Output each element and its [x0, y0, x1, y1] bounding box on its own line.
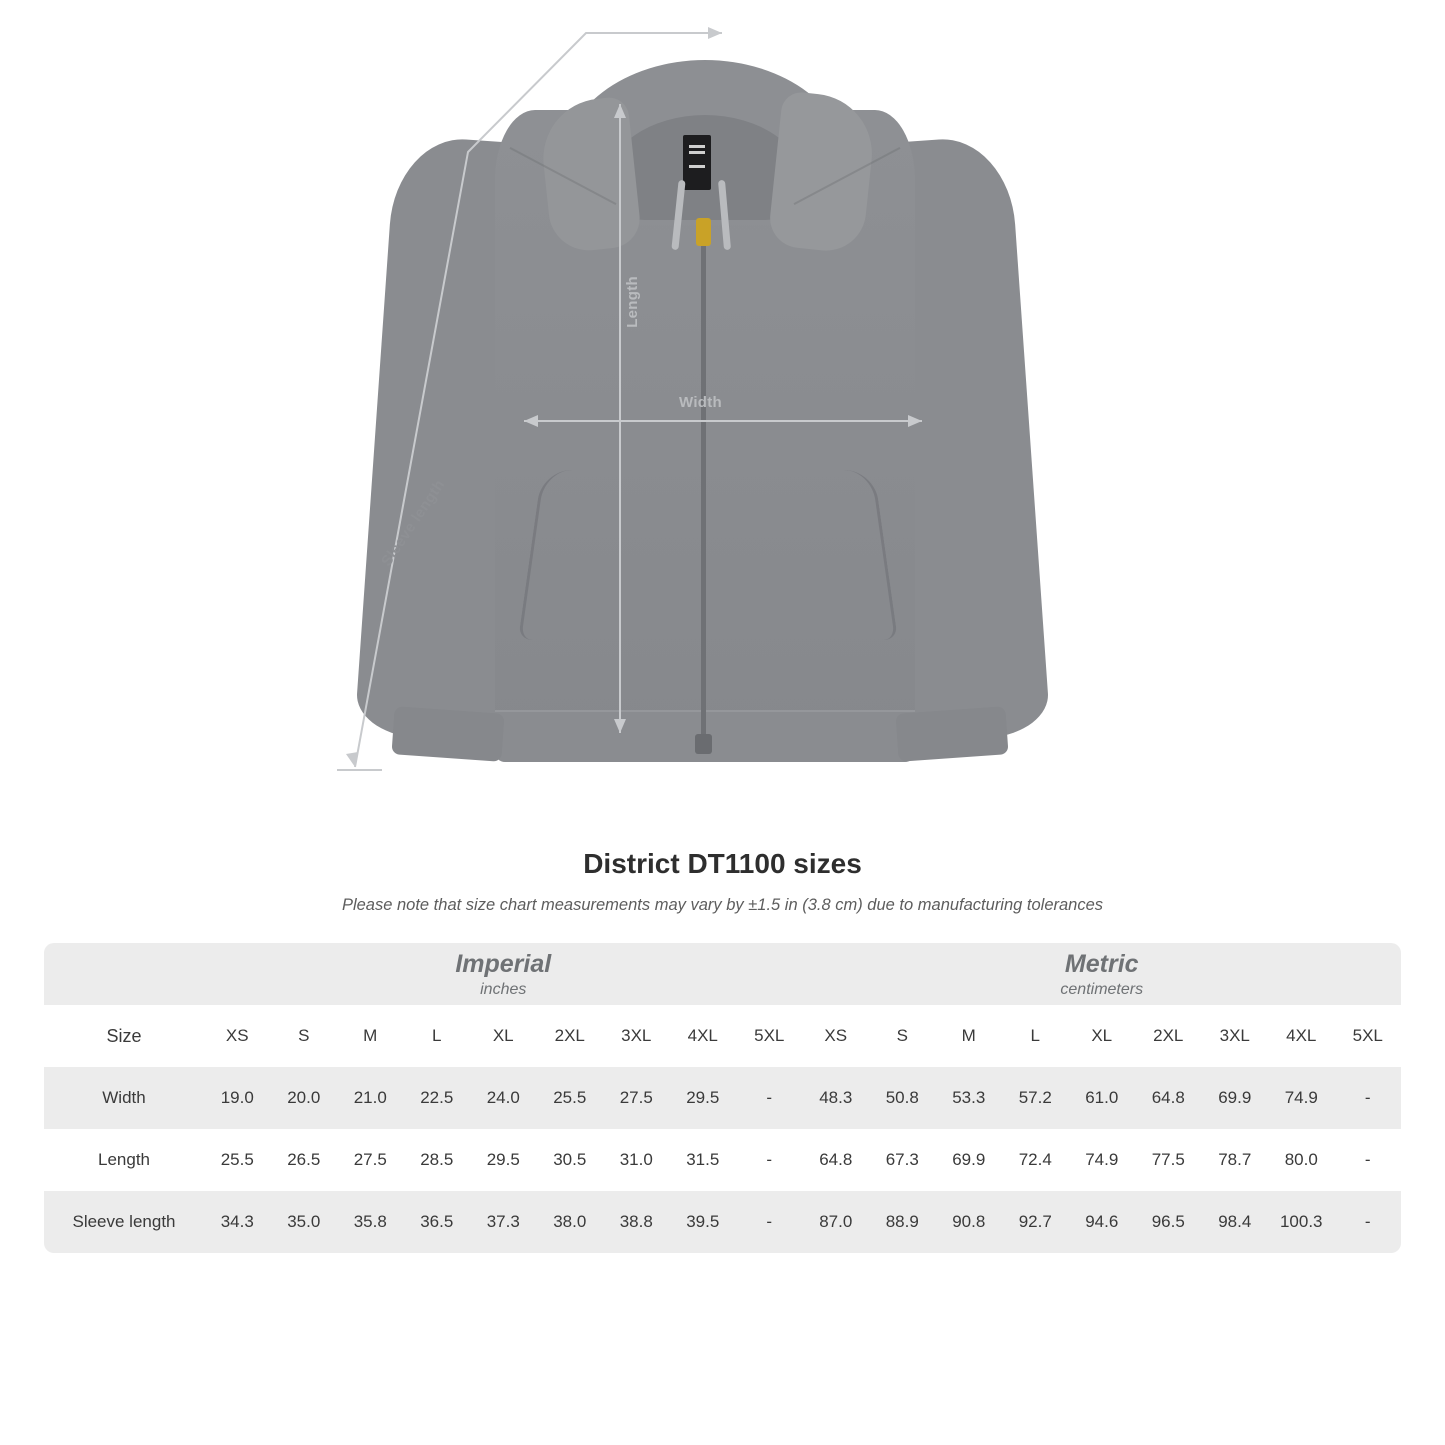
header-size-metric-5xl: 5XL: [1335, 1005, 1402, 1067]
unit-group-row: [44, 943, 1401, 1005]
cell-length-imperial-xl: 29.5: [470, 1129, 537, 1191]
unit-group-imperial-name: Imperial: [455, 950, 552, 979]
cell-sleeve-metric-2xl: 96.5: [1135, 1191, 1202, 1253]
cell-width-imperial-l: 22.5: [404, 1067, 471, 1129]
page-title: District DT1100 sizes: [583, 848, 862, 879]
cell-length-metric-xs: 64.8: [803, 1129, 870, 1191]
header-size-imperial-2xl: 2XL: [537, 1005, 604, 1067]
unit-group-metric-name: Metric: [1064, 950, 1139, 979]
zipper-pull-icon: [696, 218, 711, 246]
table-row: [44, 1191, 1401, 1253]
brand-label-icon: [683, 135, 711, 190]
cell-length-metric-4xl: 80.0: [1268, 1129, 1335, 1191]
unit-group-metric-sub: centimeters: [1060, 980, 1144, 998]
cell-length-imperial-s: 26.5: [271, 1129, 338, 1191]
header-size-imperial-xs: XS: [204, 1005, 271, 1067]
cell-sleeve-imperial-s: 35.0: [271, 1191, 338, 1253]
unit-group-imperial-sub: inches: [480, 980, 527, 998]
cuff-left: [391, 706, 504, 762]
zipper-stop: [695, 734, 712, 754]
cell-width-metric-l: 57.2: [1002, 1067, 1069, 1129]
header-size-imperial-3xl: 3XL: [603, 1005, 670, 1067]
table-body: [44, 1067, 1401, 1253]
size-header-row: [44, 1005, 1401, 1067]
cell-width-metric-xs: 48.3: [803, 1067, 870, 1129]
pocket-left: [518, 470, 695, 640]
cell-sleeve-metric-5xl: -: [1335, 1191, 1402, 1253]
size-chart-table-wrap: [44, 943, 1401, 1253]
header-size-imperial-s: S: [271, 1005, 338, 1067]
header-size: Size: [44, 1005, 204, 1067]
unit-group-imperial: [204, 943, 803, 1005]
cell-length-metric-m: 69.9: [936, 1129, 1003, 1191]
cell-width-metric-4xl: 74.9: [1268, 1067, 1335, 1129]
zipper: [701, 220, 706, 750]
cell-sleeve-imperial-xl: 37.3: [470, 1191, 537, 1253]
cell-width-imperial-xl: 24.0: [470, 1067, 537, 1129]
row-label-width: Width: [44, 1067, 204, 1129]
cuff-right: [895, 706, 1008, 762]
cell-width-metric-2xl: 64.8: [1135, 1067, 1202, 1129]
cell-length-imperial-l: 28.5: [404, 1129, 471, 1191]
cell-sleeve-imperial-2xl: 38.0: [537, 1191, 604, 1253]
cell-length-metric-xl: 74.9: [1069, 1129, 1136, 1191]
table-row: [44, 1067, 1401, 1129]
cell-length-imperial-2xl: 30.5: [537, 1129, 604, 1191]
header-size-metric-3xl: 3XL: [1202, 1005, 1269, 1067]
cell-sleeve-metric-4xl: 100.3: [1268, 1191, 1335, 1253]
cell-sleeve-metric-xs: 87.0: [803, 1191, 870, 1253]
header-size-imperial-4xl: 4XL: [670, 1005, 737, 1067]
cell-length-imperial-4xl: 31.5: [670, 1129, 737, 1191]
cell-length-imperial-m: 27.5: [337, 1129, 404, 1191]
cell-sleeve-metric-xl: 94.6: [1069, 1191, 1136, 1253]
cell-width-metric-xl: 61.0: [1069, 1067, 1136, 1129]
header-size-metric-m: M: [936, 1005, 1003, 1067]
sleeve-length-measure-label: Sleeve length: [378, 476, 449, 570]
width-measure-label: Width: [679, 394, 723, 411]
header-size-metric-xl: XL: [1069, 1005, 1136, 1067]
cell-sleeve-metric-s: 88.9: [869, 1191, 936, 1253]
cell-length-metric-5xl: -: [1335, 1129, 1402, 1191]
cell-width-imperial-s: 20.0: [271, 1067, 338, 1129]
cell-length-imperial-5xl: -: [736, 1129, 803, 1191]
cell-width-metric-3xl: 69.9: [1202, 1067, 1269, 1129]
header-size-imperial-5xl: 5XL: [736, 1005, 803, 1067]
size-chart-table: [44, 943, 1401, 1253]
cell-length-metric-2xl: 77.5: [1135, 1129, 1202, 1191]
cell-sleeve-imperial-4xl: 39.5: [670, 1191, 737, 1253]
row-label-sleeve-length: Sleeve length: [44, 1191, 204, 1253]
row-label-length: Length: [44, 1129, 204, 1191]
length-measure-label: Length: [624, 276, 641, 328]
cell-width-metric-5xl: -: [1335, 1067, 1402, 1129]
header-size-imperial-xl: XL: [470, 1005, 537, 1067]
tolerance-note: Please note that size chart measurements may vary by ±1.5 in (3.8 cm) due to manufacturing tolerances: [341, 896, 1104, 914]
cell-width-imperial-4xl: 29.5: [670, 1067, 737, 1129]
cell-sleeve-metric-l: 92.7: [1002, 1191, 1069, 1253]
header-size-imperial-l: L: [404, 1005, 471, 1067]
header-size-metric-l: L: [1002, 1005, 1069, 1067]
header-size-imperial-m: M: [337, 1005, 404, 1067]
cell-width-metric-s: 50.8: [869, 1067, 936, 1129]
table-head: [44, 943, 1401, 1067]
cell-width-imperial-5xl: -: [736, 1067, 803, 1129]
cell-sleeve-imperial-l: 36.5: [404, 1191, 471, 1253]
title-block: [0, 848, 1445, 915]
cell-sleeve-imperial-m: 35.8: [337, 1191, 404, 1253]
cell-width-imperial-3xl: 27.5: [603, 1067, 670, 1129]
unit-row-spacer: [44, 943, 204, 1005]
cell-width-imperial-2xl: 25.5: [537, 1067, 604, 1129]
cell-sleeve-metric-3xl: 98.4: [1202, 1191, 1269, 1253]
header-size-metric-xs: XS: [803, 1005, 870, 1067]
cell-sleeve-imperial-xs: 34.3: [204, 1191, 271, 1253]
cell-sleeve-imperial-5xl: -: [736, 1191, 803, 1253]
cell-width-imperial-xs: 19.0: [204, 1067, 271, 1129]
cell-length-imperial-xs: 25.5: [204, 1129, 271, 1191]
table-row: [44, 1129, 1401, 1191]
cell-length-metric-s: 67.3: [869, 1129, 936, 1191]
cell-width-metric-m: 53.3: [936, 1067, 1003, 1129]
unit-group-metric: [803, 943, 1402, 1005]
pocket-right: [721, 470, 898, 640]
header-size-metric-2xl: 2XL: [1135, 1005, 1202, 1067]
header-size-metric-4xl: 4XL: [1268, 1005, 1335, 1067]
cell-width-imperial-m: 21.0: [337, 1067, 404, 1129]
header-size-metric-s: S: [869, 1005, 936, 1067]
cell-sleeve-imperial-3xl: 38.8: [603, 1191, 670, 1253]
cell-length-imperial-3xl: 31.0: [603, 1129, 670, 1191]
cell-sleeve-metric-m: 90.8: [936, 1191, 1003, 1253]
cell-length-metric-l: 72.4: [1002, 1129, 1069, 1191]
cell-length-metric-3xl: 78.7: [1202, 1129, 1269, 1191]
